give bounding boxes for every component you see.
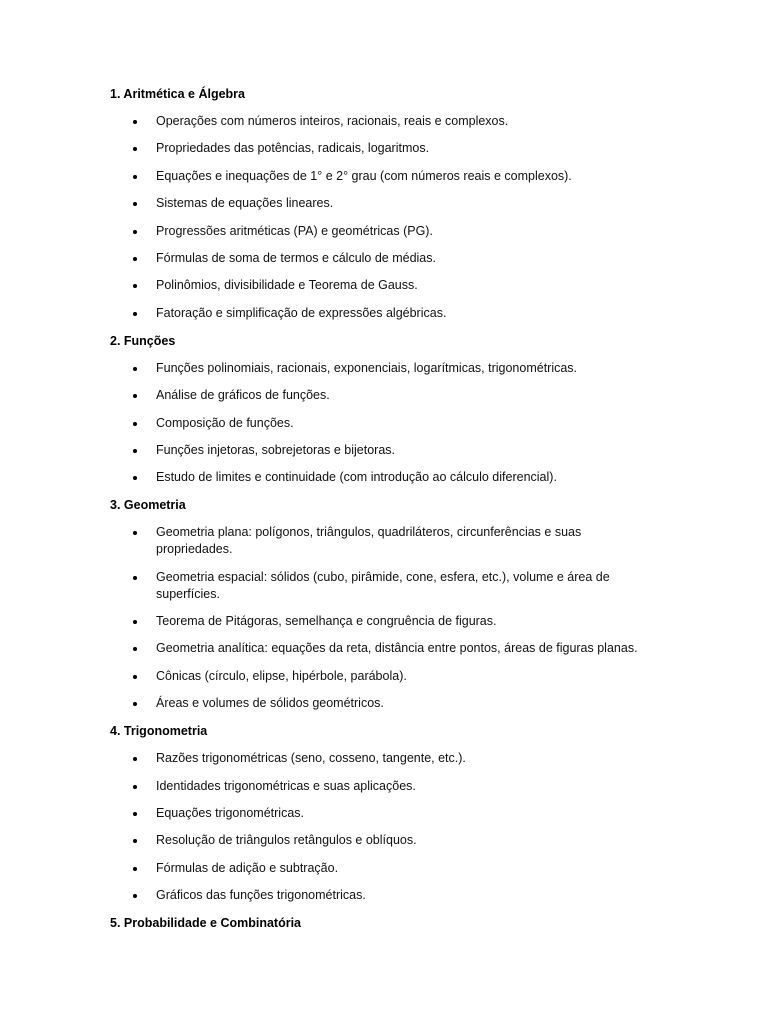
list-item bbox=[156, 569, 658, 603]
section-heading: 3. Geometria bbox=[110, 498, 186, 513]
list-item-text: Teorema de Pitágoras, semelhança e congruência de figuras. bbox=[156, 614, 497, 629]
list-item-text: Operações com números inteiros, racionais, reais e complexos. bbox=[156, 114, 509, 128]
bullet-list bbox=[110, 113, 658, 322]
list-item bbox=[156, 750, 658, 767]
bullet-icon bbox=[133, 120, 137, 124]
bullet-icon bbox=[133, 785, 137, 789]
list-item-text: Geometria espacial: sólidos (cubo, pirâmide, cone, esfera, etc.), volume e área de superfícies. bbox=[156, 569, 610, 601]
list-item-text: Análise de gráficos de funções. bbox=[156, 388, 330, 403]
list-item bbox=[156, 469, 658, 486]
list-item-text: Cônicas (círculo, elipse, hipérbole, parábola). bbox=[156, 668, 407, 683]
bullet-icon bbox=[133, 812, 137, 816]
bullet-icon bbox=[133, 894, 137, 898]
list-item-text: Equações e inequações de 1° e 2° grau (com números reais e complexos). bbox=[156, 168, 572, 183]
bullet-list bbox=[110, 360, 658, 487]
list-item bbox=[156, 223, 658, 240]
list-item-text: Gráficos das funções trigonométricas. bbox=[156, 888, 366, 903]
list-item bbox=[156, 277, 658, 294]
list-item bbox=[156, 887, 658, 904]
bullet-icon bbox=[133, 531, 137, 535]
list-item-text: Funções polinomiais, racionais, exponenciais, logarítmicas, trigonométricas. bbox=[156, 360, 578, 375]
list-item-text: Composição de funções. bbox=[156, 415, 294, 430]
list-item-text: Polinômios, divisibilidade e Teorema de Gauss. bbox=[156, 278, 418, 293]
list-item-text: Áreas e volumes de sólidos geométricos. bbox=[156, 696, 384, 711]
bullet-icon bbox=[133, 702, 137, 706]
bullet-icon bbox=[133, 675, 137, 679]
list-item bbox=[156, 415, 658, 432]
section-heading: 4. Trigonometria bbox=[110, 724, 208, 739]
bullet-icon bbox=[133, 449, 137, 453]
bullet-icon bbox=[133, 422, 137, 426]
section-heading: 1. Aritmética e Álgebra bbox=[110, 87, 246, 101]
list-item-text: Fatoração e simplificação de expressões algébricas. bbox=[156, 305, 447, 320]
list-item bbox=[156, 140, 658, 157]
bullet-icon bbox=[133, 757, 137, 761]
section-heading: 2. Funções bbox=[110, 333, 176, 348]
section-probabilidade-combinatoria bbox=[110, 915, 658, 931]
bullet-icon bbox=[133, 284, 137, 288]
bullet-icon bbox=[133, 257, 137, 261]
section-aritmetica-algebra bbox=[110, 86, 658, 322]
bullet-icon bbox=[133, 576, 137, 580]
list-item-text: Resolução de triângulos retângulos e oblíquos. bbox=[156, 833, 417, 848]
list-item bbox=[156, 387, 658, 404]
bullet-icon bbox=[133, 839, 137, 843]
list-item bbox=[156, 695, 658, 712]
bullet-icon bbox=[133, 230, 137, 234]
list-item-text: Estudo de limites e continuidade (com introdução ao cálculo diferencial). bbox=[156, 470, 557, 485]
list-item-text: Equações trigonométricas. bbox=[156, 806, 304, 821]
list-item-text: Geometria analítica: equações da reta, distância entre pontos, áreas de figuras planas. bbox=[156, 641, 638, 656]
list-item bbox=[156, 113, 658, 130]
list-item-text: Fórmulas de soma de termos e cálculo de médias. bbox=[156, 250, 436, 265]
list-item-text: Propriedades das potências, radicais, logaritmos. bbox=[156, 141, 430, 156]
bullet-list bbox=[110, 524, 658, 712]
bullet-icon bbox=[133, 367, 137, 371]
bullet-icon bbox=[133, 647, 137, 651]
list-item-text: Geometria plana: polígonos, triângulos, quadriláteros, circunferências e suas propriedades. bbox=[156, 525, 582, 557]
list-item-text: Razões trigonométricas (seno, cosseno, tangente, etc.). bbox=[156, 751, 466, 766]
list-item-text: Funções injetoras, sobrejetoras e bijetoras. bbox=[156, 442, 396, 457]
bullet-icon bbox=[133, 147, 137, 151]
list-item-text: Progressões aritméticas (PA) e geométricas (PG). bbox=[156, 223, 433, 238]
list-item-text: Sistemas de equações lineares. bbox=[156, 196, 334, 211]
list-item bbox=[156, 778, 658, 795]
list-item bbox=[156, 805, 658, 822]
list-item bbox=[156, 442, 658, 459]
list-item bbox=[156, 195, 658, 212]
list-item-text: Identidades trigonométricas e suas aplicações. bbox=[156, 778, 416, 793]
bullet-icon bbox=[133, 476, 137, 480]
bullet-icon bbox=[133, 202, 137, 206]
list-item bbox=[156, 640, 658, 657]
list-item bbox=[156, 360, 658, 377]
bullet-icon bbox=[133, 312, 137, 316]
section-trigonometria bbox=[110, 723, 658, 904]
list-item-text: Fórmulas de adição e subtração. bbox=[156, 860, 339, 875]
list-item bbox=[156, 668, 658, 685]
section-funcoes bbox=[110, 333, 658, 487]
section-heading: 5. Probabilidade e Combinatória bbox=[110, 916, 302, 931]
list-item bbox=[156, 613, 658, 630]
bullet-icon bbox=[133, 175, 137, 179]
bullet-icon bbox=[133, 394, 137, 398]
list-item bbox=[156, 250, 658, 267]
list-item bbox=[156, 305, 658, 322]
list-item bbox=[156, 860, 658, 877]
list-item bbox=[156, 832, 658, 849]
section-geometria bbox=[110, 497, 658, 712]
bullet-icon bbox=[133, 620, 137, 624]
bullet-list bbox=[110, 750, 658, 904]
list-item bbox=[156, 168, 658, 185]
list-item bbox=[156, 524, 658, 558]
bullet-icon bbox=[133, 867, 137, 871]
